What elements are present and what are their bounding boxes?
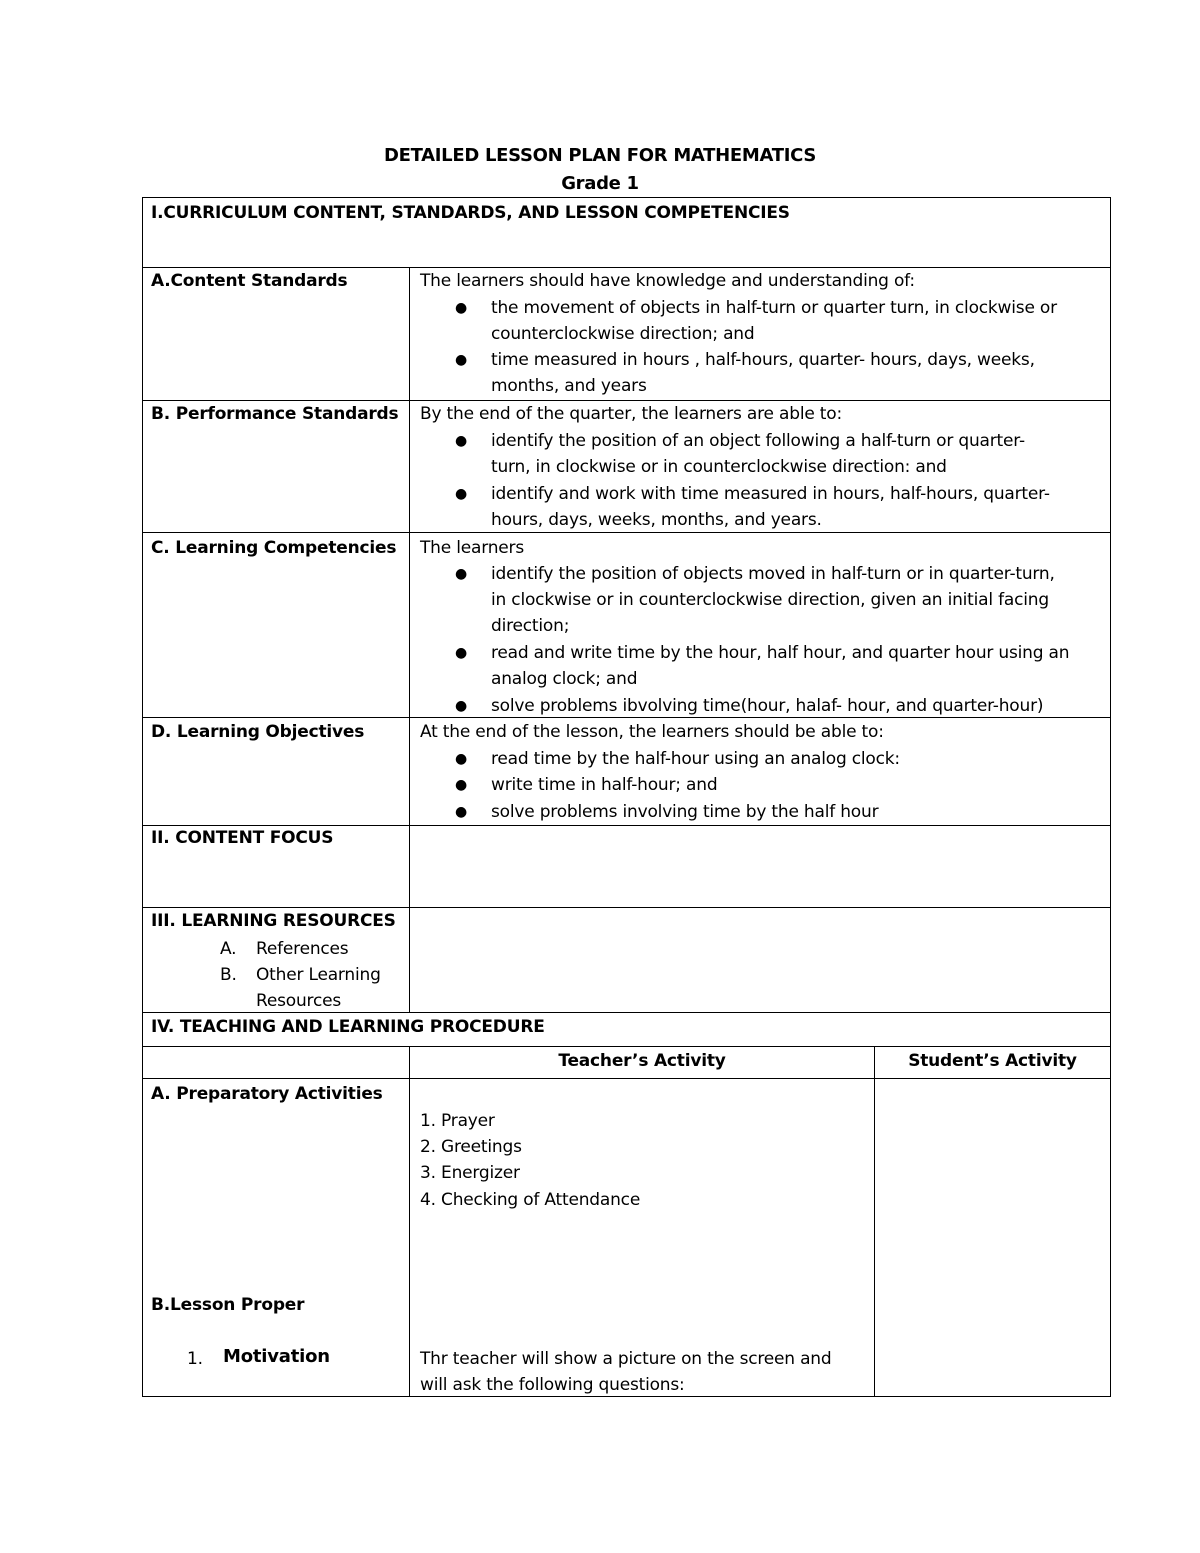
list-item: 2. Greetings [420,1137,522,1157]
bullet-icon: ● [455,433,468,449]
list-item: turn, in clockwise or in counterclockwise direction: and [491,457,947,477]
learning-objectives-intro: At the end of the lesson, the learners should be able to: [420,722,884,742]
list-item: 4. Checking of Attendance [420,1190,641,1210]
page-title: DETAILED LESSON PLAN FOR MATHEMATICS [383,145,817,166]
bullet-icon: ● [455,566,468,582]
list-item: identify and work with time measured in hours, half-hours, quarter- [491,484,1050,504]
table-border-right [1110,197,1111,1397]
resource-marker: A. [220,939,237,959]
list-item: identify the position of objects moved in half-turn or in quarter-turn, [491,564,1055,584]
bullet-icon: ● [455,698,468,714]
resource-item-other: Other Learning [256,965,381,985]
list-item: read and write time by the hour, half hour, and quarter hour using an [491,643,1070,663]
bullet-icon: ● [455,645,468,661]
list-item: counterclockwise direction; and [491,324,755,344]
list-item: months, and years [491,376,647,396]
column-header-teacher: Teacher’s Activity [558,1051,726,1071]
row-divider [142,1078,1111,1079]
preparatory-activities-label: A. Preparatory Activities [151,1084,383,1104]
table-border-top [142,197,1111,198]
learning-competencies-intro: The learners [420,538,524,558]
list-item: solve problems involving time by the half hour [491,802,879,822]
list-item: the movement of objects in half-turn or quarter turn, in clockwise or [491,298,1057,318]
content-standards-intro: The learners should have knowledge and understanding of: [420,271,915,291]
list-item: identify the position of an object following a half-turn or quarter- [491,431,1025,451]
bullet-icon: ● [455,352,468,368]
content-standards-label: A.Content Standards [151,271,348,291]
list-item: analog clock; and [491,669,638,689]
learning-objectives-label: D. Learning Objectives [151,722,365,742]
motivation-text: Thr teacher will show a picture on the screen and [420,1349,832,1369]
learning-resources-label: III. LEARNING RESOURCES [151,911,396,931]
bullet-icon: ● [455,777,468,793]
list-item: 1. Prayer [420,1111,495,1131]
resource-marker: B. [220,965,237,985]
lesson-proper-label: B.Lesson Proper [151,1295,305,1315]
column-divider [874,1046,875,1396]
list-item: hours, days, weeks, months, and years. [491,510,822,530]
bullet-icon: ● [455,751,468,767]
page-subtitle: Grade 1 [561,173,639,194]
procedure-label: IV. TEACHING AND LEARNING PROCEDURE [151,1017,545,1037]
column-divider [409,267,410,1012]
motivation-text: will ask the following questions: [420,1375,685,1395]
learning-competencies-label: C. Learning Competencies [151,538,397,558]
table-border-left [142,197,143,1397]
list-item: 3. Energizer [420,1163,520,1183]
section-heading-curriculum: I.CURRICULUM CONTENT, STANDARDS, AND LESSON COMPETENCIES [151,203,790,223]
bullet-icon: ● [455,486,468,502]
column-divider [409,1046,410,1396]
list-item: time measured in hours , half-hours, quarter- hours, days, weeks, [491,350,1035,370]
list-item: write time in half-hour; and [491,775,718,795]
list-item: solve problems ibvolving time(hour, halaf- hour, and quarter-hour) [491,696,1044,716]
list-item: direction; [491,616,570,636]
list-item: read time by the half-hour using an analog clock: [491,749,900,769]
column-header-student: Student’s Activity [908,1051,1077,1071]
performance-standards-intro: By the end of the quarter, the learners are able to: [420,404,843,424]
bullet-icon: ● [455,300,468,316]
row-divider [142,1046,1111,1047]
resource-item-continuation: Resources [256,991,342,1011]
bullet-icon: ● [455,804,468,820]
resource-item-references: References [256,939,349,959]
motivation-marker: 1. [187,1349,203,1369]
content-focus-label: II. CONTENT FOCUS [151,828,334,848]
list-item: in clockwise or in counterclockwise direction, given an initial facing [491,590,1049,610]
motivation-label: Motivation [223,1346,330,1367]
performance-standards-label: B. Performance Standards [151,404,399,424]
